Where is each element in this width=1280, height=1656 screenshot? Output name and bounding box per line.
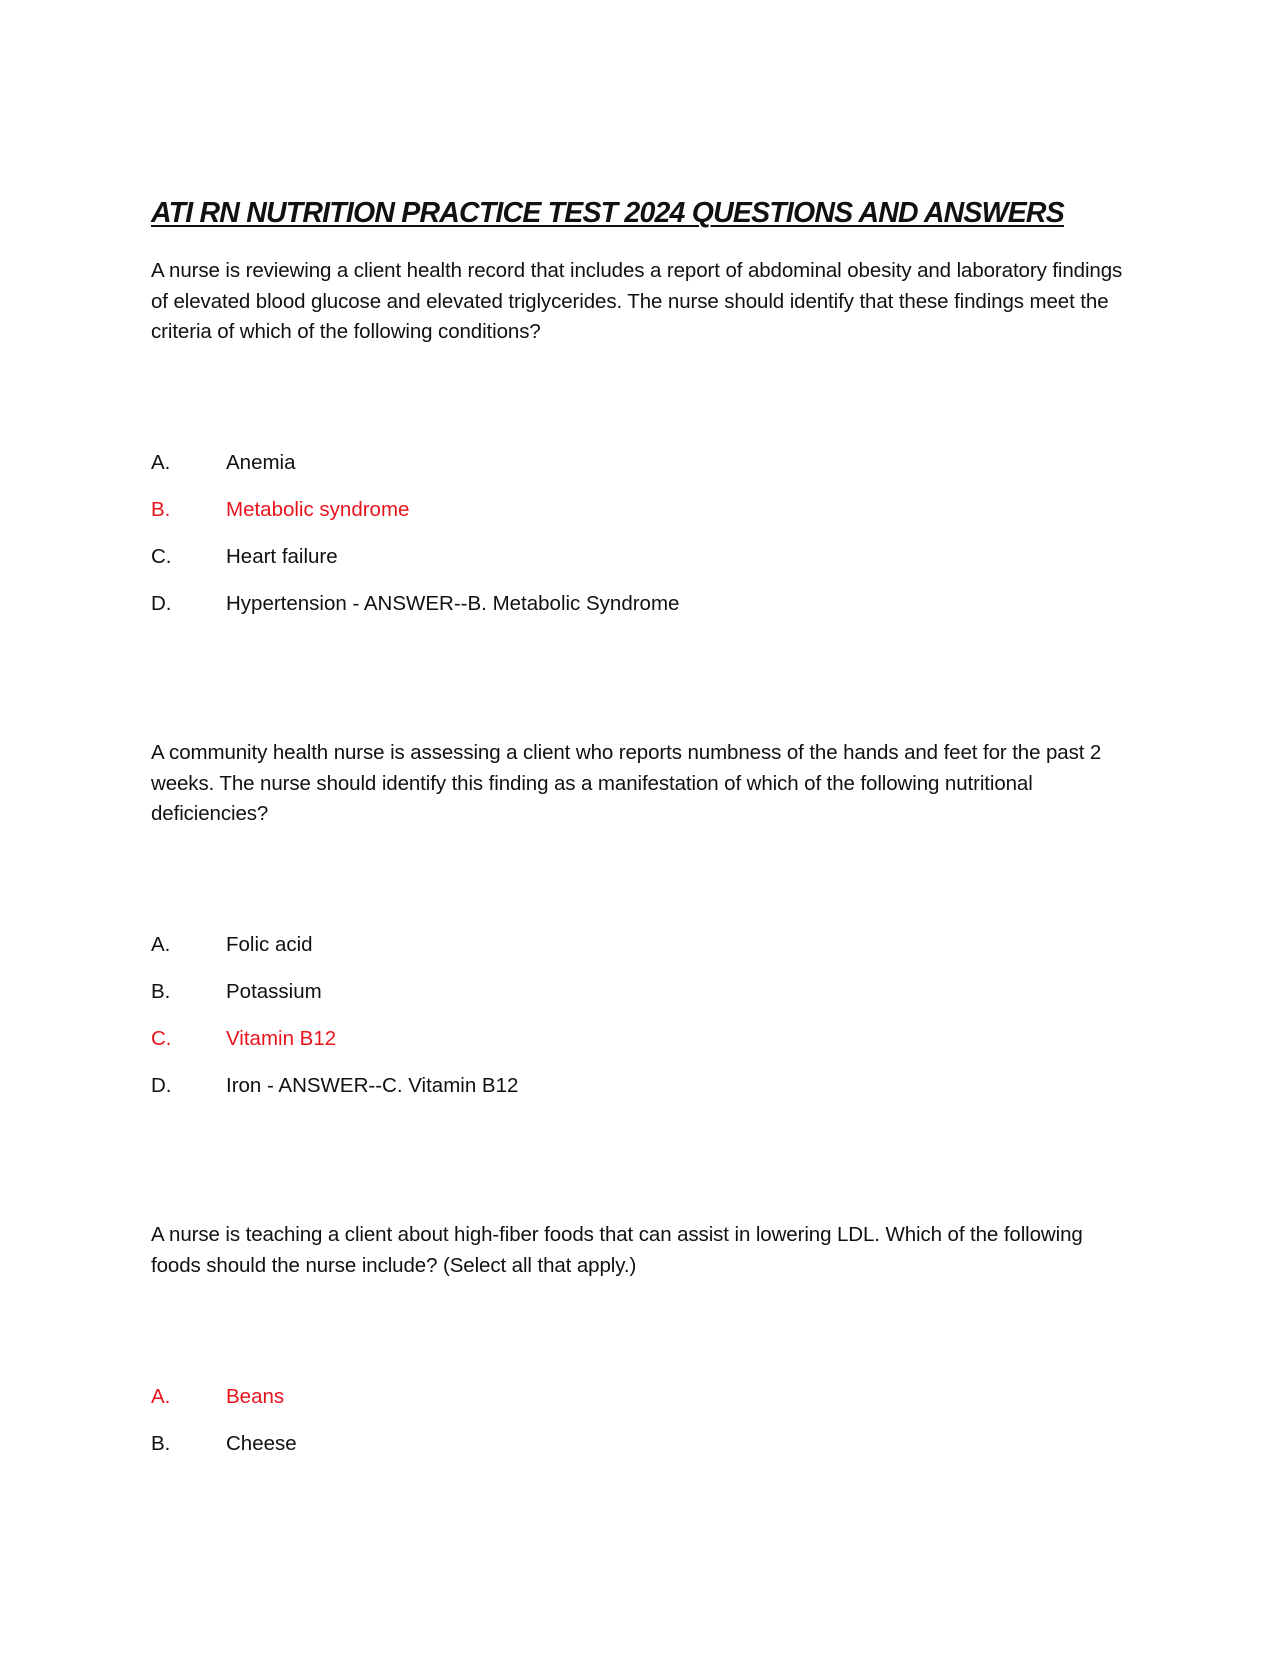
option-letter: C. [151, 1027, 172, 1050]
option-text: Vitamin B12 [226, 1027, 337, 1050]
option-letter: D. [151, 1074, 172, 1097]
option-text: Folic acid [226, 933, 313, 956]
option-text: Beans [226, 1385, 285, 1408]
question-2-option-a [151, 930, 313, 960]
option-letter: A. [151, 451, 171, 474]
option-text: Hypertension - ANSWER--B. Metabolic Syndrome [226, 592, 680, 615]
option-letter: A. [151, 1385, 171, 1408]
option-text: Heart failure [226, 545, 338, 568]
option-letter: B. [151, 1432, 171, 1455]
option-text: Cheese [226, 1432, 297, 1455]
question-3-text: A nurse is teaching a client about high-fiber foods that can assist in lowering LDL. Which of the following foods should the nurse include? (Select all that apply.) [151, 1223, 1083, 1277]
question-3-option-b [151, 1429, 297, 1459]
option-letter: B. [151, 980, 171, 1003]
question-1-option-c [151, 542, 338, 572]
document-title: ATI RN NUTRITION PRACTICE TEST 2024 QUESTIONS AND ANSWERS [151, 197, 1064, 229]
question-1-option-d [151, 589, 679, 619]
option-letter: C. [151, 545, 172, 568]
option-text: Potassium [226, 980, 322, 1003]
question-1-option-b-correct [151, 495, 409, 525]
question-2-option-d [151, 1071, 518, 1101]
question-1-text: A nurse is reviewing a client health record that includes a report of abdominal obesity and laboratory findings of elevated blood glucose and elevated triglycerides. The nurse should identify that these findings meet the criteria of which of the following conditions? [151, 259, 1123, 343]
question-3-option-a-correct [151, 1382, 284, 1412]
question-2-option-c-correct [151, 1024, 336, 1054]
option-letter: A. [151, 933, 171, 956]
option-letter: D. [151, 592, 172, 615]
question-1-option-a [151, 448, 296, 478]
option-text: Metabolic syndrome [226, 498, 410, 521]
option-text: Anemia [226, 451, 296, 474]
option-text: Iron - ANSWER--C. Vitamin B12 [226, 1074, 519, 1097]
option-letter: B. [151, 498, 171, 521]
question-2-option-b [151, 977, 322, 1007]
question-2-text: A community health nurse is assessing a client who reports numbness of the hands and feet for the past 2 weeks. The nurse should identify this finding as a manifestation of which of the following nutritional deficiencies? [151, 741, 1102, 825]
